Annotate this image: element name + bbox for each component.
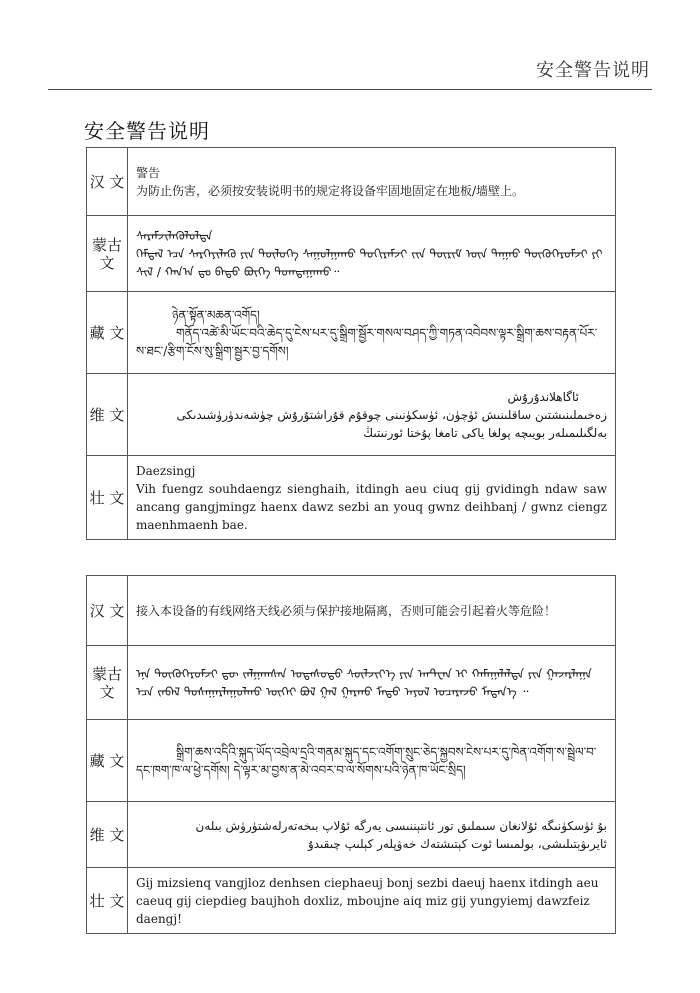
language-label: 蒙古文 <box>87 646 128 720</box>
warning-text: སྒྲིག་ཆས་འདིའི་སྐུད་ཡོད་འབྲེལ་དྲའི་གནམ་སྐུད་དང་འགོག་སྲུང་ཅེད་སྐྱབས་ངེས་པར་དུ་ཁེན་འགོག་ས་སྦྲེལ་བ་དང་ཁག་ཁ་ལ་ཕྱེ་དགོས། དེ་ལྟར་མ་བྱས་ན་མེ་འབར་བ་ལ་སོགས་པའི་ཉེན་ཁ་ཡོང་སྲིད། <box>136 744 597 777</box>
warning-cell-mongolian <box>128 646 616 720</box>
warning-text: གནོད་འཚེ་མི་ཡོང་བའི་ཆེད་དུ་ངེས་པར་དུ་སྒྲིག་སྦྱོར་གསལ་བཤད་ཀྱི་གཏན་འབེབས་ལྟར་སྒྲིག་ཆས་བརྟན་པོར་ས་ཐང་/རྩིག་ངོས་སུ་སྒྲིག་སྦྱར་བྱ་དགོས། <box>136 325 598 358</box>
warning-title: ئاگاھلاندۇرۇش <box>507 389 579 404</box>
language-label: 汉 文 <box>87 576 128 646</box>
warning-text: ᠡᠨᠡ ᠲᠥᠬᠥᠭᠡᠷᠦᠮᠵᠢ ᠳᠦ ᠵᠠᠯᠭᠠᠭᠰᠠᠨ ᠤᠲᠠᠰᠤᠲᠤ ᠰᠦᠯᠵᠢᠶ᠎ᠡ ᠶᠢᠨ ᠠᠨᠲ᠋ᠸᠠᠨ ᠢ ᠬᠠᠮᠠᠭᠠᠯᠠᠯᠲᠠ ᠶᠢᠨ ᠭᠠᠵᠠᠷᠯᠠᠭᠠ ᠡᠴᠡ ᠵᠠᠪᠠᠯ ᠲᠤᠰᠠᠭᠠᠷᠯᠠᠭᠤᠯᠬᠤ ᠦᠭᠡᠢ ᠪᠣᠯ ᠭᠠᠯ ᠭᠠᠷᠬᠤ ᠮᠡᠲᠦ ᠠᠶᠤᠯ ᠤᠴᠠᠷᠠᠵᠤ ᠮᠡᠳᠡᠨ᠎ᠡ ᠃ <box>136 666 592 699</box>
language-label: 维 文 <box>87 802 128 868</box>
table-row <box>87 646 616 720</box>
table-row <box>87 802 616 868</box>
table-row <box>87 216 616 292</box>
warning-cell-mongolian <box>128 216 616 292</box>
warning-text: 为防止伤害，必须按安装说明书的规定将设备牢固地固定在地板/墙壁上。 <box>136 183 525 198</box>
warning-cell-chinese <box>128 576 616 646</box>
language-label: 蒙古文 <box>87 216 128 292</box>
page-title: 安全警告说明 <box>84 119 210 143</box>
warning-text: بۇ ئۈسكۈنىگە ئۇلانغان سىملىق تور ئانتېننىسى يەرگە ئۇلاپ بىخەتەرلەشتۈرۈش بىلەن ئايرىۋېتىلىشى، بولمىسا ئوت كېتىشتەك خەۋپلەر كېلىپ چىقىدۇ <box>195 818 607 851</box>
warning-title: Daezsingj <box>136 463 196 478</box>
language-label: 壮 文 <box>87 868 128 934</box>
table-row <box>87 868 616 934</box>
table-row <box>87 374 616 456</box>
warning-cell-tibetan <box>128 292 616 374</box>
warning-title: 警告 <box>136 165 161 180</box>
warning-table-antenna <box>86 575 616 934</box>
warning-text: ᠭᠡᠮᠲᠡᠯ ᠡᠴᠡ ᠰᠡᠷᠭᠡᠶᠢᠯᠡᠬᠦ ᠶᠢᠨ ᠲᠥᠯᠥᠭᠡ ᠰᠠᠭᠤᠯᠭᠠᠬᠤ ᠲᠣᠬᠢᠷᠠᠮᠵᠢ ᠵᠢᠨ ᠳᠦᠷᠢᠮ ᠦᠨ ᠳᠠᠭᠠᠤ ᠲᠥᠬᠥᠭᠡᠷᠦᠮᠵᠢ ᠶᠢ ᠰᠢᠯ / ᠬᠠᠨ᠎ᠠ ᠳᠤ ᠪᠠᠲᠤ ᠪᠥᠬᠡ ᠲᠣᠭᠲᠠᠭᠠᠬᠤ᠃ <box>136 246 603 279</box>
running-header-title: 安全警告说明 <box>536 60 650 81</box>
warning-text: Gij mizsienq vangjloz denhsen ciephaeuj bonj sezbi daeuj haenx itdingh aeu caeuq gij ciepdieg baujhoh doxliz, mboujne aiq miz gij yungyiemj dawzfeiz daengj! <box>136 875 599 926</box>
warning-text: زەخىملىنىشتىن ساقلىنىش ئۈچۈن، ئۈسكۈنىنى چوقۇم قۇراشتۇرۇش چۈشەندۈرۈشىدىكى بەلگىلىمىلەر بويىچە پولغا ياكى تامغا پۇختا ئورنىتىڭ <box>176 407 607 440</box>
warning-cell-tibetan <box>128 720 616 802</box>
warning-cell-uyghur <box>128 802 616 868</box>
table-row <box>87 456 616 540</box>
warning-text: 接入本设备的有线网络天线必须与保护接地隔离，否则可能会引起着火等危险！ <box>136 603 557 618</box>
language-label: 壮 文 <box>87 456 128 540</box>
warning-cell-zhuang <box>128 456 616 540</box>
warning-cell-zhuang <box>128 868 616 934</box>
language-label: 藏 文 <box>87 292 128 374</box>
language-label: 汉 文 <box>87 148 128 216</box>
table-row <box>87 576 616 646</box>
warning-table-mounting <box>86 147 616 540</box>
warning-cell-uyghur <box>128 374 616 456</box>
warning-cell-chinese <box>128 148 616 216</box>
warning-title: ᠰᠡᠷᠡᠮᠵᠢᠯᠡᠬᠦᠯᠦᠯᠲᠡ <box>136 228 213 243</box>
warning-title: ཉེན་སྟོན་མཆན་འགོད། <box>172 307 260 322</box>
warning-text: Vih fuengz souhdaengz sienghaih, itdingh aeu ciuq gij gvidingh ndaw saw ancang gangjmingz haenx dawz sezbi an youq gwnz deihbanj / gwnz ciengz maenhmaenh bae. <box>136 481 607 532</box>
language-label: 藏 文 <box>87 720 128 802</box>
header-divider <box>48 89 652 90</box>
language-label: 维 文 <box>87 374 128 456</box>
table-row <box>87 148 616 216</box>
table-row <box>87 720 616 802</box>
table-row <box>87 292 616 374</box>
